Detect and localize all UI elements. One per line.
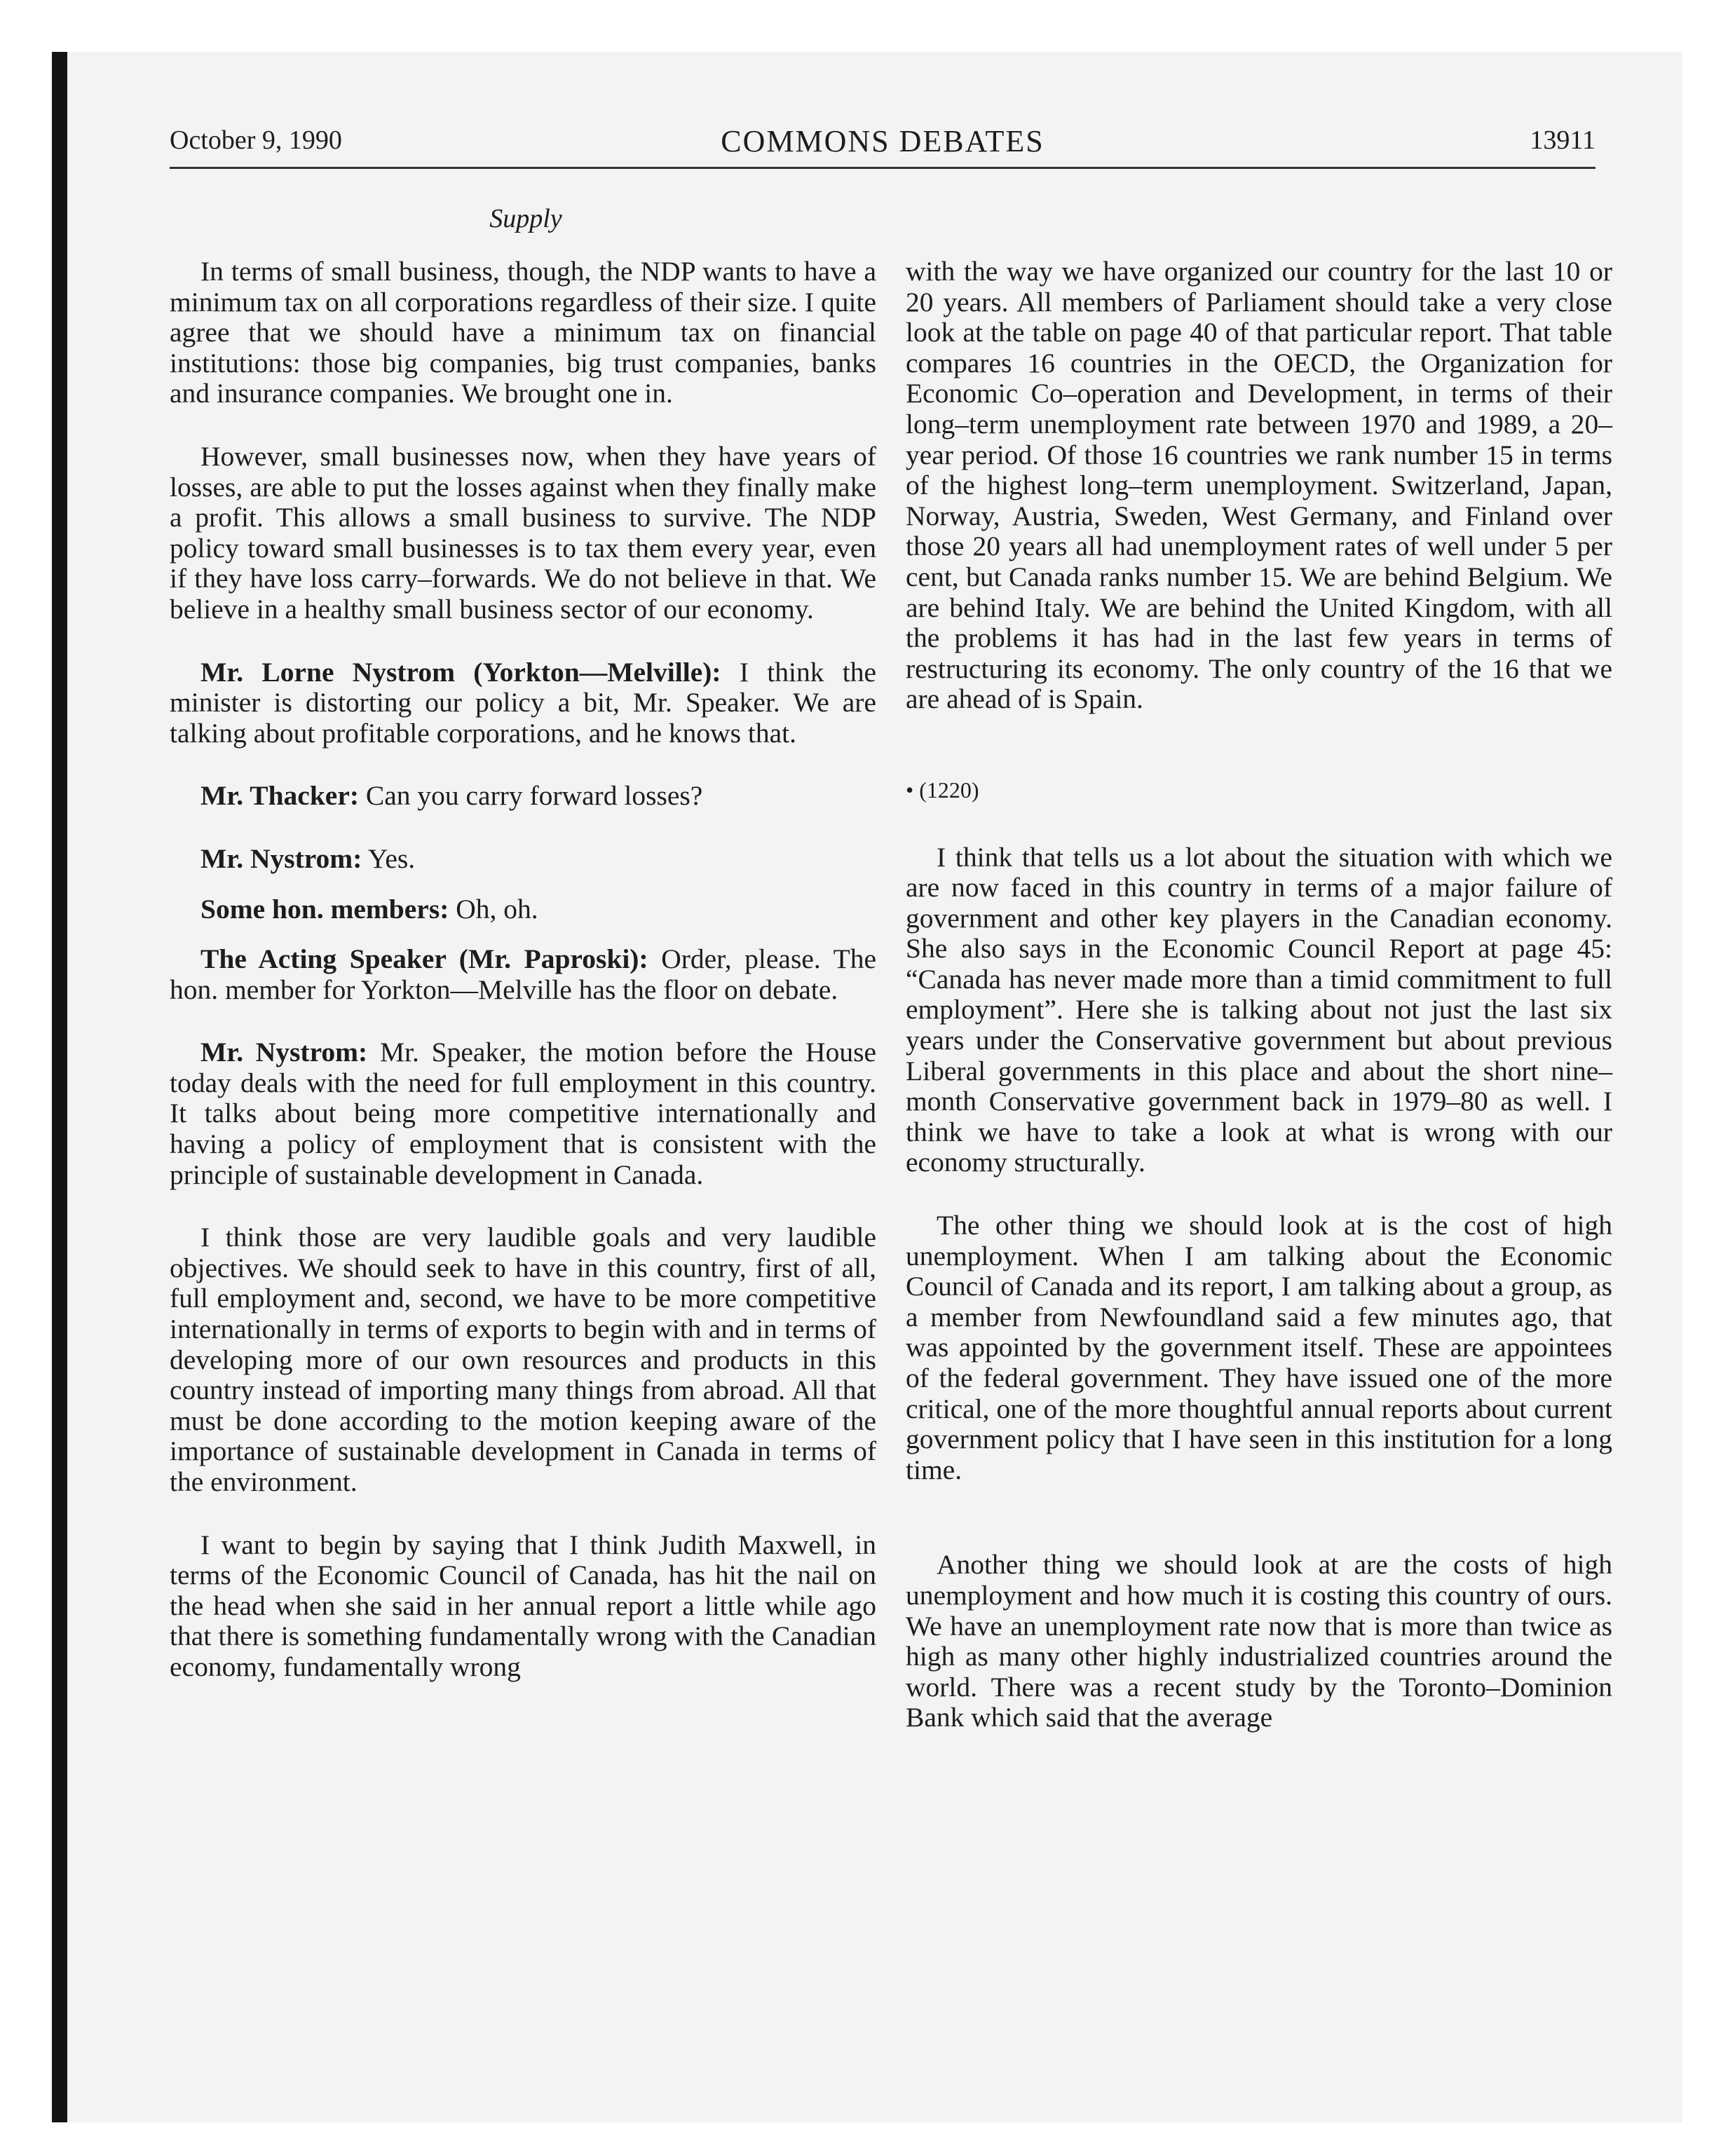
paragraph: I think those are very laudible goals and very laudible objectives. We should seek to have in this country, first of all, full employment and, second, we have to be more competitive internationally in terms of exports to begin with and in terms of developing more of our own resources and products in this country instead of importing many things from abroad. All that must be done according to the motion keeping aware of the importance of sustainable development in Canada in terms of the environment.	[170, 1222, 876, 1497]
header-title: COMMONS DEBATES	[721, 124, 1045, 158]
right-column	[906, 257, 1612, 1733]
speech-paragraph	[170, 944, 876, 1005]
speech-text: Can you carry forward losses?	[359, 780, 703, 812]
speaker-name: The Acting Speaker (Mr. Paproski):	[200, 943, 648, 975]
speech-text: Oh, oh.	[449, 893, 538, 925]
speech-paragraph	[170, 781, 876, 812]
header-date: October 9, 1990	[170, 125, 342, 155]
paragraph: In terms of small business, though, the NDP wants to have a minimum tax on all corporations regardless of their size. I quite agree that we should have a minimum tax on financial institutions: those big companies, big trust companies, banks and insurance companies. We brought one in.	[170, 256, 876, 409]
header-page-number: 13911	[1530, 125, 1595, 155]
speech-text: Order, please. The hon. member for Yorkton—Melville has the floor on debate.	[170, 943, 876, 1005]
speech-text: I think the minister is distorting our policy a bit, Mr. Speaker. We are talking about profitable corporations, and he knows that.	[170, 656, 876, 749]
paragraph: The other thing we should look at is the cost of high unemployment. When I am talking about the Economic Council of Canada and its report, I am talking about a group, as a member from Newfoundland said a few minutes ago, that was appointed by the government itself. These are appointees of the federal government. They have issued one of the more critical, one of the more thoughtful annual reports about current government policy that I have seen in this institution for a long time.	[906, 1210, 1612, 1485]
speech-paragraph	[170, 657, 876, 749]
speaker-name: Mr. Nystrom:	[200, 1037, 368, 1068]
section-title: Supply	[489, 204, 562, 233]
speech-paragraph	[170, 844, 876, 875]
paragraph: I think that tells us a lot about the situation with which we are now faced in this country in terms of a major failure of government and other key players in the Canadian economy. She also says in the Economic Council Report at page 45: “Canada has never made more than a timid commitment to full employment”. Here she is talking about not just the last six years under the Conservative government but about previous Liberal governments in this place and about the short nine–month Conservative government back in 1979–80 as well. I think we have to take a look at what is wrong with our economy structurally.	[906, 841, 1612, 1178]
paragraph: I want to begin by saying that I think Judith Maxwell, in terms of the Economic Council of Canada, has hit the nail on the head when she said in her annual report a little while ago that there is something fundamentally wrong with the Canadian economy, fundamentally wrong	[170, 1529, 876, 1682]
paragraph: with the way we have organized our country for the last 10 or 20 years. All members of Parliament should take a very close look at the table on page 40 of that particular report. That table compares 16 countries in the OECD, the Organization for Economic Co–operation and Development, in terms of their long–term unemployment rate between 1970 and 1989, a 20–year period. Of those 16 countries we rank number 15 in terms of the highest long–term unemployment. Switzerland, Japan, Norway, Austria, Sweden, West Germany, and Finland over those 20 years all had unemployment rates of well under 5 per cent, but Canada ranks number 15. We are behind Belgium. We are behind Italy. We are behind the United Kingdom, with all the problems it has had in the last few years in terms of restructuring its economy. The only country of the 16 that we are ahead of is Spain.	[906, 256, 1612, 715]
paragraph: However, small businesses now, when they have years of losses, are able to put the losses against when they finally make a profit. This allows a small business to survive. The NDP policy toward small businesses is to tax them every year, even if they have loss carry–forwards. We do not believe in that. We believe in a healthy small business sector of our economy.	[170, 440, 876, 625]
speaker-name: Mr. Lorne Nystrom (Yorkton—Melville):	[200, 656, 721, 688]
speech-text: Yes.	[362, 842, 416, 874]
section-heading	[0, 203, 1682, 234]
speaker-name: Mr. Nystrom:	[200, 842, 362, 874]
speech-paragraph	[170, 894, 876, 925]
running-header	[170, 123, 1595, 167]
speaker-name: Mr. Thacker:	[200, 780, 360, 812]
left-column	[170, 257, 876, 1683]
scan-binding-edge	[52, 52, 67, 2122]
time-marker: • (1220)	[906, 777, 979, 803]
paragraph: Another thing we should look at are the costs of high unemployment and how much it is costing this country of ours. We have an unemployment rate now that is more than twice as high as many other highly industrialized countries around the world. There was a recent study by the Toronto–Dominion Bank which said that the average	[906, 1549, 1612, 1733]
header-rule	[170, 167, 1595, 169]
speaker-name: Some hon. members:	[200, 893, 449, 925]
speech-text: Mr. Speaker, the motion before the House today deals with the need for full employment in this country. It talks about being more competitive internationally and having a policy of employment that is consistent with the principle of sustainable development in Canada.	[170, 1037, 876, 1190]
speech-paragraph	[170, 1037, 876, 1190]
